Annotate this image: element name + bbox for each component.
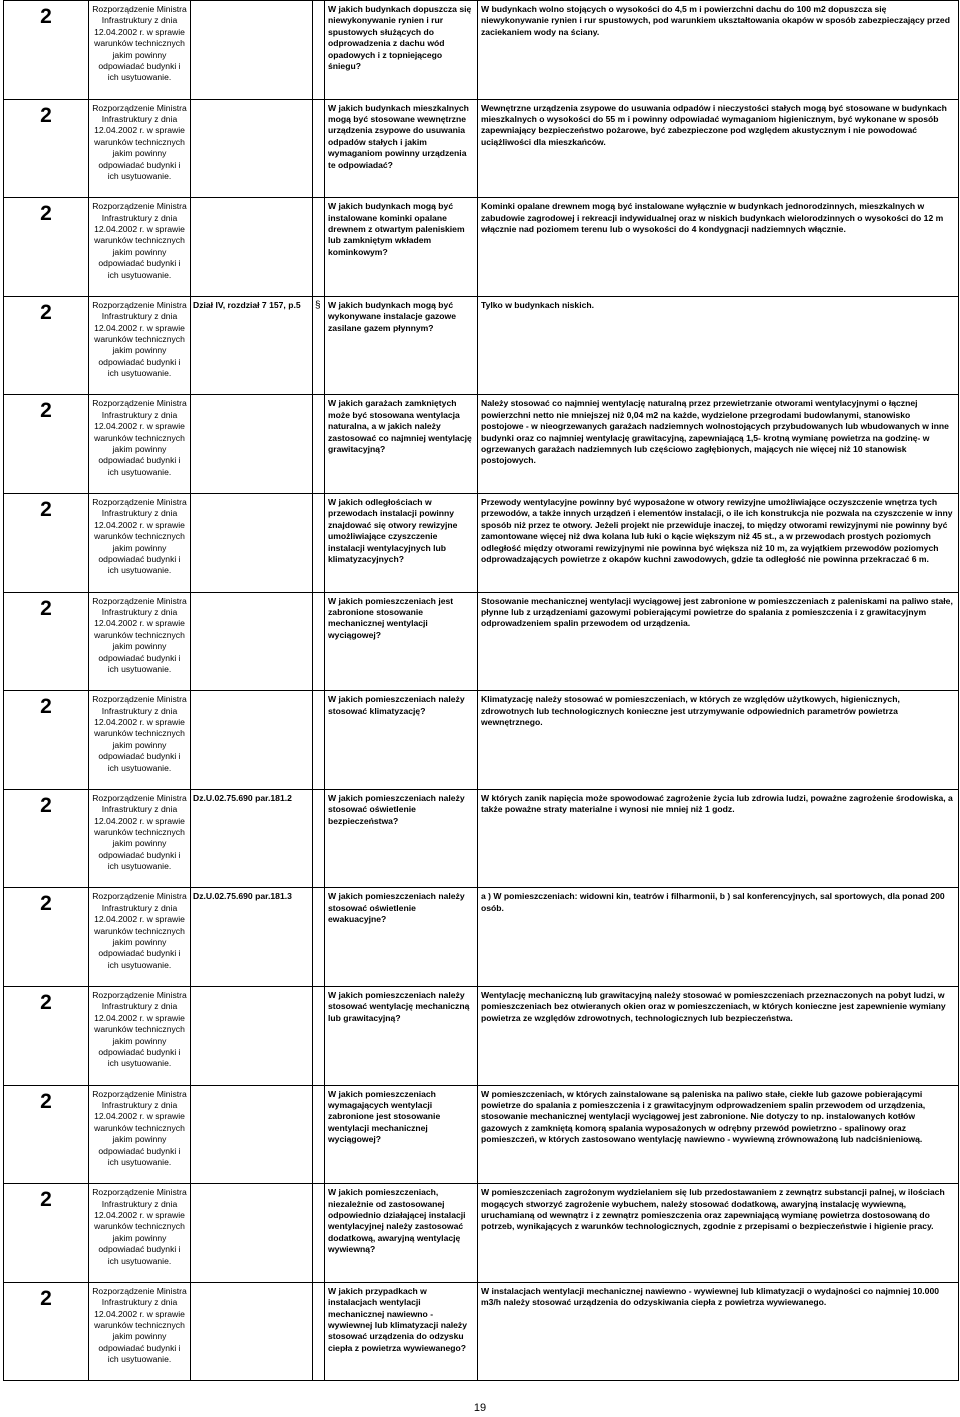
- question-text: W jakich pomieszczeniach należy stosować wentylację mechaniczną lub grawitacyjną?: [325, 986, 478, 1085]
- source-regulation: Rozporządzenie Ministra Infrastruktury z dnia 12.04.2002 r. w sprawie warunków technicznych jakim powinny odpowiadać budynki i ich usytuowanie.: [89, 592, 191, 691]
- paragraph-marker: [313, 1184, 325, 1283]
- table-row: [4, 99, 959, 198]
- row-number: 2: [4, 395, 89, 494]
- answer-text: a ) W pomieszczeniach: widowni kin, teatrów i filharmonii, b ) sal konferencyjnych, sal sportowych, dla ponad 200 osób.: [478, 888, 959, 987]
- row-number: 2: [4, 1184, 89, 1283]
- table-row: [4, 986, 959, 1085]
- question-text: W jakich pomieszczeniach należy stosować oświetlenie ewakuacyjne?: [325, 888, 478, 987]
- row-number: 2: [4, 1085, 89, 1184]
- legal-reference: Dz.U.02.75.690 par.181.3: [191, 888, 313, 987]
- table-row: [4, 592, 959, 691]
- source-regulation: Rozporządzenie Ministra Infrastruktury z dnia 12.04.2002 r. w sprawie warunków technicznych jakim powinny odpowiadać budynki i ich usytuowanie.: [89, 1, 191, 100]
- legal-reference: [191, 1184, 313, 1283]
- row-number: 2: [4, 1282, 89, 1381]
- table-row: [4, 493, 959, 592]
- legal-reference: [191, 691, 313, 790]
- table-row: [4, 1, 959, 100]
- table-row: [4, 395, 959, 494]
- question-text: W jakich pomieszczeniach, niezależnie od zastosowanej odpowiednio działającej instalacji wentylacyjnej należy zastosować dodatkową, awaryjną wentylację wywiewną?: [325, 1184, 478, 1283]
- source-regulation: Rozporządzenie Ministra Infrastruktury z dnia 12.04.2002 r. w sprawie warunków technicznych jakim powinny odpowiadać budynki i ich usytuowanie.: [89, 198, 191, 297]
- legal-reference: [191, 493, 313, 592]
- source-regulation: Rozporządzenie Ministra Infrastruktury z dnia 12.04.2002 r. w sprawie warunków technicznych jakim powinny odpowiadać budynki i ich usytuowanie.: [89, 789, 191, 888]
- answer-text: W których zanik napięcia może spowodować zagrożenie życia lub zdrowia ludzi, poważne zagrożenie środowiska, a także poważne straty materialne i wynosi nie mniej niż 1 godz.: [478, 789, 959, 888]
- paragraph-marker: [313, 99, 325, 198]
- legal-reference: [191, 986, 313, 1085]
- answer-text: Wentylację mechaniczną lub grawitacyjną należy stosować w pomieszczeniach przeznaczonych na pobyt ludzi, w pomieszczeniach bez otwieranych okien oraz w pomieszczeniach, w których konieczne jest zapewnienie wymiany powietrza ze względów zdrowotnych, technologicznych lub bezpieczeństwa.: [478, 986, 959, 1085]
- table-row: [4, 691, 959, 790]
- paragraph-marker: §: [313, 296, 325, 395]
- legal-reference: [191, 1, 313, 100]
- answer-text: Klimatyzację należy stosować w pomieszczeniach, w których ze względów użytkowych, higienicznych, zdrowotnych lub technologicznych konieczne jest utrzymywanie odpowiednich parametrów powietrza wewnętrznego.: [478, 691, 959, 790]
- table-row: [4, 296, 959, 395]
- row-number: 2: [4, 691, 89, 790]
- table-row: [4, 198, 959, 297]
- question-text: W jakich pomieszczeniach wymagających wentylacji zabronione jest stosowanie wentylacji mechanicznej wyciągowej?: [325, 1085, 478, 1184]
- page-number: 19: [473, 1402, 487, 1414]
- legal-reference: [191, 198, 313, 297]
- table-row: [4, 1282, 959, 1381]
- legal-reference: Dział IV, rozdział 7 157, p.5: [191, 296, 313, 395]
- legal-reference: Dz.U.02.75.690 par.181.2: [191, 789, 313, 888]
- paragraph-marker: [313, 395, 325, 494]
- legal-reference: [191, 1085, 313, 1184]
- row-number: 2: [4, 198, 89, 297]
- legal-reference: [191, 592, 313, 691]
- table-row: [4, 888, 959, 987]
- question-text: W jakich budynkach mogą być instalowane kominki opalane drewnem z otwartym paleniskiem lub zamkniętym wkładem kominkowym?: [325, 198, 478, 297]
- question-text: W jakich przypadkach w instalacjach wentylacji mechanicznej nawiewno - wywiewnej lub klimatyzacji należy stosować urządzenia do odzysku ciepła z powietrza wywiewanego?: [325, 1282, 478, 1381]
- paragraph-marker: [313, 1, 325, 100]
- row-number: 2: [4, 296, 89, 395]
- question-text: W jakich odległościach w przewodach instalacji powinny znajdować się otwory rewizyjne umożliwiające czyszczenie instalacji wentylacyjnych lub klimatyzacyjnych?: [325, 493, 478, 592]
- question-text: W jakich pomieszczeniach jest zabronione stosowanie mechanicznej wentylacji wyciągowej?: [325, 592, 478, 691]
- row-number: 2: [4, 986, 89, 1085]
- question-text: W jakich pomieszczeniach należy stosować oświetlenie bezpieczeństwa?: [325, 789, 478, 888]
- paragraph-marker: [313, 198, 325, 297]
- answer-text: W budynkach wolno stojących o wysokości do 4,5 m i powierzchni dachu do 100 m2 dopuszcza się niewykonywanie rynien i rur spustowych, pod warunkiem ukształtowania okapów w sposób zabezpieczający przed zaciekaniem wody na ściany.: [478, 1, 959, 100]
- source-regulation: Rozporządzenie Ministra Infrastruktury z dnia 12.04.2002 r. w sprawie warunków technicznych jakim powinny odpowiadać budynki i ich usytuowanie.: [89, 493, 191, 592]
- legal-reference: [191, 99, 313, 198]
- paragraph-marker: [313, 789, 325, 888]
- source-regulation: Rozporządzenie Ministra Infrastruktury z dnia 12.04.2002 r. w sprawie warunków technicznych jakim powinny odpowiadać budynki i ich usytuowanie.: [89, 1282, 191, 1381]
- source-regulation: Rozporządzenie Ministra Infrastruktury z dnia 12.04.2002 r. w sprawie warunków technicznych jakim powinny odpowiadać budynki i ich usytuowanie.: [89, 691, 191, 790]
- source-regulation: Rozporządzenie Ministra Infrastruktury z dnia 12.04.2002 r. w sprawie warunków technicznych jakim powinny odpowiadać budynki i ich usytuowanie.: [89, 296, 191, 395]
- question-text: W jakich budynkach dopuszcza się niewykonywanie rynien i rur spustowych służących do odprowadzenia z dachu wód opadowych i z topniejącego śniegu?: [325, 1, 478, 100]
- source-regulation: Rozporządzenie Ministra Infrastruktury z dnia 12.04.2002 r. w sprawie warunków technicznych jakim powinny odpowiadać budynki i ich usytuowanie.: [89, 888, 191, 987]
- paragraph-marker: [313, 986, 325, 1085]
- paragraph-marker: [313, 1282, 325, 1381]
- row-number: 2: [4, 99, 89, 198]
- answer-text: Kominki opalane drewnem mogą być instalowane wyłącznie w budynkach jednorodzinnych, mieszkalnych w zabudowie zagrodowej i rekreacji indywidualnej oraz w niskich budynkach wielorodzinnych o wysokości do 12 m włącznie nad poziomem terenu lub o wysokości do 4 kondygnacji nadziemnych włącznie.: [478, 198, 959, 297]
- source-regulation: Rozporządzenie Ministra Infrastruktury z dnia 12.04.2002 r. w sprawie warunków technicznych jakim powinny odpowiadać budynki i ich usytuowanie.: [89, 1085, 191, 1184]
- question-text: W jakich budynkach mogą być wykonywane instalacje gazowe zasilane gazem płynnym?: [325, 296, 478, 395]
- legal-reference: [191, 395, 313, 494]
- source-regulation: Rozporządzenie Ministra Infrastruktury z dnia 12.04.2002 r. w sprawie warunków technicznych jakim powinny odpowiadać budynki i ich usytuowanie.: [89, 99, 191, 198]
- table-row: [4, 1184, 959, 1283]
- question-text: W jakich garażach zamkniętych może być stosowana wentylacja naturalna, a w jakich należy zastosować co najmniej wentylację grawitacyjną?: [325, 395, 478, 494]
- answer-text: W pomieszczeniach zagrożonym wydzielaniem się lub przedostawaniem z zewnątrz substancji palnej, w ilościach mogących stworzyć zagrożenie wybuchem, należy stosować dodatkową, awaryjną instalację wywiewną, uruchamianą od wewnątrz i z zewnątrz pomieszczenia oraz zapewniającą wymianę powietrza dostosowaną do potrzeb, wynikających z warunków technologicznych, zgodnie z przepisami o bezpieczeństwie i higienie pracy.: [478, 1184, 959, 1283]
- paragraph-marker: [313, 592, 325, 691]
- question-text: W jakich budynkach mieszkalnych mogą być stosowane wewnętrzne urządzenia zsypowe do usuwania odpadów stałych i jakim wymaganiom powinny urządzenia te odpowiadać?: [325, 99, 478, 198]
- answer-text: Przewody wentylacyjne powinny być wyposażone w otwory rewizyjne umożliwiające oczyszczenie wnętrza tych przewodów, a także innych urządzeń i elementów instalacji, o ile ich konstrukcja nie pozwala na czyszczenie w inny sposób niż przez te otwory. Jeżeli projekt nie przewiduje inaczej, to między otworami rewizyjnymi nie powinny być zamontowane więcej niż dwa kolana lub łuki o kącie większym niż 45 st., a w przewodach prostych poziomych odległość między otworami rewizyjnymi nie powinna być większa niż 10 m, za wyjątkiem przewodów poziomych odprowadzających powietrze z okapów kuchni zawodowych, gdzie ta odległość nie powinna przekraczać 6 m.: [478, 493, 959, 592]
- source-regulation: Rozporządzenie Ministra Infrastruktury z dnia 12.04.2002 r. w sprawie warunków technicznych jakim powinny odpowiadać budynki i ich usytuowanie.: [89, 986, 191, 1085]
- source-regulation: Rozporządzenie Ministra Infrastruktury z dnia 12.04.2002 r. w sprawie warunków technicznych jakim powinny odpowiadać budynki i ich usytuowanie.: [89, 1184, 191, 1283]
- paragraph-marker: [313, 493, 325, 592]
- answer-text: Wewnętrzne urządzenia zsypowe do usuwania odpadów i nieczystości stałych mogą być stosowane w budynkach mieszkalnych o wysokości do 55 m i powinny odpowiadać wymaganiom higienicznym, być wykonane w sposób zapewniający bezpieczeństwo pożarowe, być zabezpieczone pod względem akustycznym i nie powodować uciążliwości dla mieszkańców.: [478, 99, 959, 198]
- question-text: W jakich pomieszczeniach należy stosować klimatyzację?: [325, 691, 478, 790]
- row-number: 2: [4, 493, 89, 592]
- paragraph-marker: [313, 888, 325, 987]
- answer-text: W instalacjach wentylacji mechanicznej nawiewno - wywiewnej lub klimatyzacji o wydajności co najmniej 10.000 m3/h należy stosować urządzenia do odzyskiwania ciepła z powietrza wywiewanego.: [478, 1282, 959, 1381]
- paragraph-marker: [313, 691, 325, 790]
- table-row: [4, 789, 959, 888]
- row-number: 2: [4, 789, 89, 888]
- answer-text: W pomieszczeniach, w których zainstalowane są paleniska na paliwo stałe, ciekłe lub gazowe pobierającymi powietrze do spalania z pomieszczenia i z grawitacyjnym odprowadzeniem spalin przewodem od urządzenia, stosowanie mechanicznej wentylacji wyciągowej jest zabronione. Nie dotyczy to np. instalowanych kotłów gazowych z zamkniętą komorą spalania wyposażonych w odrębny przewód powietrzno - spalinowy oraz pomieszczeń, w których zastosowano wentylację nawiewno - wywiewną zrównoważoną lub nadciśnieniową.: [478, 1085, 959, 1184]
- answer-text: Należy stosować co najmniej wentylację naturalną przez przewietrzanie otworami wentylacyjnymi o łącznej powierzchni netto nie mniejszej niż 0,04 m2 na każde, wydzielone przegrodami budowlanymi, stanowisko postojowe - w nieogrzewanych garażach nadziemnych wolnostojących przybudowanych lub wbudowanych w inne budynki oraz co najmniej wentylację grawitacyjną, zapewniającą 1,5- krotną wymianę powietrza na godzinę- w ogrzewanych garażach nadziemnych lub częściowo zagłębionych, mających nie więcej niż 10 stanowisk postojowych.: [478, 395, 959, 494]
- legal-reference: [191, 1282, 313, 1381]
- paragraph-marker: [313, 1085, 325, 1184]
- question-table: [3, 0, 959, 1381]
- row-number: 2: [4, 592, 89, 691]
- document-sheet: [3, 0, 958, 1381]
- question-table-body: [4, 1, 959, 1381]
- answer-text: Tylko w budynkach niskich.: [478, 296, 959, 395]
- row-number: 2: [4, 888, 89, 987]
- row-number: 2: [4, 1, 89, 100]
- answer-text: Stosowanie mechanicznej wentylacji wyciągowej jest zabronione w pomieszczeniach z paleniskami na paliwo stałe, płynne lub z urządzeniami gazowymi pobierającymi powietrze do spalania z pomieszczenia i z grawitacyjnym odprowadzeniem spalin przewodem od urządzenia.: [478, 592, 959, 691]
- table-row: [4, 1085, 959, 1184]
- source-regulation: Rozporządzenie Ministra Infrastruktury z dnia 12.04.2002 r. w sprawie warunków technicznych jakim powinny odpowiadać budynki i ich usytuowanie.: [89, 395, 191, 494]
